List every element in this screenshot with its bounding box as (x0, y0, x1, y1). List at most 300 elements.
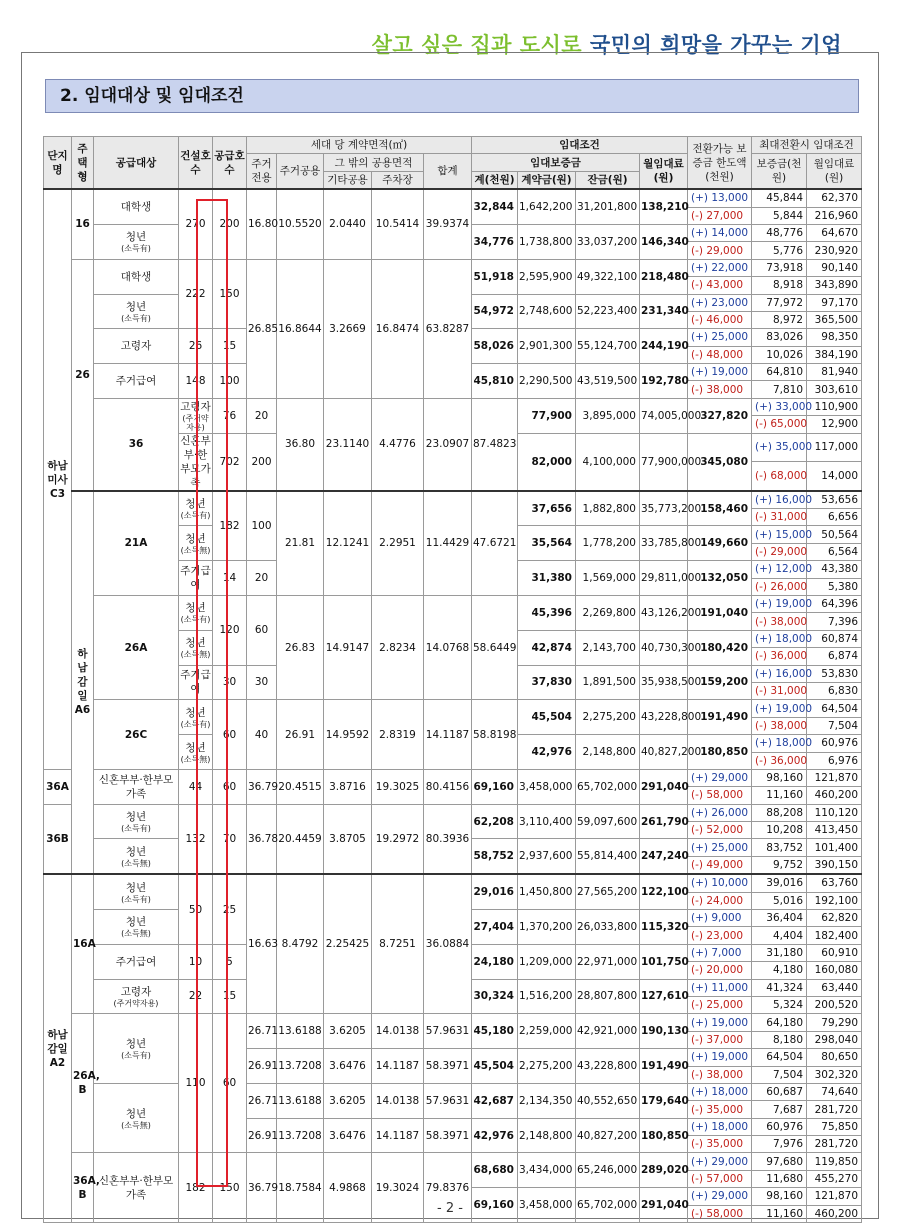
target-label: 청년 (125, 881, 147, 894)
target-label: 청년 (185, 741, 206, 754)
cell-target (94, 979, 179, 1014)
cell-max-deposit-2: 6,656 (807, 509, 862, 526)
cell-conv-plus: (+) 9,000 (688, 910, 752, 927)
target-label: 청년 (185, 498, 206, 511)
section-title: 2. 임대대상 및 임대조건 (45, 79, 859, 113)
cell-conv-minus: (-) 27,000 (688, 207, 752, 224)
cell-conv-minus: (-) 48,000 (688, 346, 752, 363)
cell-conv-plus: (+) 16,000 (752, 665, 807, 682)
cell-deposit-contract: 1,450,800 (518, 874, 576, 909)
cell-area-a3: 4.4776 (372, 398, 424, 490)
cell-max-deposit-2: 8,972 (752, 311, 807, 328)
cell-target (94, 874, 179, 909)
cell-conv-minus: (-) 37,000 (688, 1031, 752, 1048)
cell-area-a1: 26.71 (247, 1014, 277, 1049)
cell-area-a2: 20.4459 (277, 804, 324, 874)
cell-max-deposit-1: 41,324 (752, 979, 807, 996)
table-row (44, 700, 862, 717)
cell-conv-plus: (+) 11,000 (688, 979, 752, 996)
header-supply: 공급호수 (213, 137, 247, 190)
cell-max-deposit-1: 98,160 (752, 1188, 807, 1205)
cell-monthly: 261,790 (640, 804, 688, 839)
cell-built: 22 (179, 979, 213, 1014)
cell-max-deposit-1: 50,564 (807, 526, 862, 543)
cell-deposit-balance: 43,126,200 (640, 595, 688, 630)
cell-max-monthly-1: 63,440 (807, 979, 862, 996)
cell-area-a5: 79.8376 (424, 1153, 472, 1223)
cell-conv-plus: (+) 15,000 (752, 526, 807, 543)
cell-target (94, 1014, 179, 1084)
cell-area-a1: 36.79 (247, 769, 277, 804)
cell-max-monthly-1: 63,760 (807, 874, 862, 892)
cell-max-deposit-2: 5,776 (752, 242, 807, 259)
cell-target (179, 595, 213, 630)
cell-max-monthly-2: 460,200 (807, 1205, 862, 1222)
cell-built: 44 (179, 769, 213, 804)
target-label: 청년 (125, 231, 147, 244)
header-max-conv: 최대전환시 임대조건 (752, 137, 862, 154)
cell-max-deposit-2: 7,396 (807, 613, 862, 630)
table-row (44, 259, 862, 276)
cell-max-deposit-1: 73,918 (752, 259, 807, 276)
target-label: 신혼부부·한부모가족 (98, 773, 174, 800)
target-sub-label: (소득無) (180, 650, 211, 660)
target-label: 고령자 (120, 340, 152, 353)
cell-built: 702 (213, 433, 247, 491)
cell-built: 26 (179, 329, 213, 364)
cell-target (179, 491, 213, 526)
cell-area-a3: 3.8705 (324, 804, 372, 874)
cell-conv-minus: (-) 35,000 (688, 1101, 752, 1118)
cell-type: 26 (72, 259, 94, 490)
target-label: 청년 (125, 811, 147, 824)
header-max-deposit: 보증금(천원) (752, 154, 807, 189)
cell-conv-minus: (-) 49,000 (688, 856, 752, 874)
cell-area-a2: 23.1140 (324, 398, 372, 490)
cell-max-deposit-1: 83,752 (752, 839, 807, 856)
cell-built: 30 (213, 665, 247, 700)
cell-target (179, 665, 213, 700)
cell-area-a5: 47.6721 (472, 491, 518, 596)
cell-conv-plus: (+) 10,000 (688, 874, 752, 892)
cell-conv-plus: (+) 19,000 (688, 1014, 752, 1031)
cell-deposit-contract: 2,148,800 (576, 735, 640, 770)
cell-deposit-contract: 2,148,800 (518, 1118, 576, 1153)
cell-max-monthly-1: 121,870 (807, 769, 862, 786)
cell-max-monthly-2: 460,200 (807, 787, 862, 804)
cell-conv-minus: (-) 38,000 (752, 613, 807, 630)
table-row (44, 1083, 862, 1100)
cell-monthly: 180,850 (640, 1118, 688, 1153)
cell-deposit-total: 45,180 (472, 1014, 518, 1049)
cell-deposit-contract: 2,143,700 (576, 630, 640, 665)
cell-deposit-contract: 1,209,000 (518, 944, 576, 979)
cell-max-deposit-1: 36,404 (752, 910, 807, 927)
cell-max-deposit-2: 7,810 (752, 381, 807, 398)
cell-max-monthly-1: 60,910 (807, 944, 862, 961)
cell-max-deposit-2: 4,404 (752, 927, 807, 944)
cell-area-a1: 26.85 (247, 259, 277, 398)
cell-monthly: 146,340 (640, 224, 688, 259)
cell-area-a5: 58.3971 (424, 1049, 472, 1084)
cell-deposit-contract: 1,778,200 (576, 526, 640, 561)
cell-monthly: 115,320 (640, 910, 688, 945)
cell-max-deposit-1: 60,976 (752, 1118, 807, 1135)
cell-deposit-balance: 43,519,500 (576, 364, 640, 399)
cell-area-a2: 13.6188 (277, 1083, 324, 1118)
target-sub-label: (소득有) (121, 244, 151, 254)
cell-max-monthly-2: 455,270 (807, 1170, 862, 1187)
target-label: 신혼부부·한부모가족 (180, 434, 211, 489)
cell-area-a2: 18.7584 (277, 1153, 324, 1223)
cell-complex: 하남 감일 A2 (44, 874, 72, 1222)
cell-target (94, 804, 179, 839)
cell-supply: 40 (247, 700, 277, 770)
slogan-part2: 국민의 희망을 가꾸는 기업 (589, 33, 842, 57)
cell-type: 36 (94, 398, 179, 490)
cell-deposit-balance: 27,565,200 (576, 874, 640, 909)
cell-max-deposit-2: 10,026 (752, 346, 807, 363)
cell-target (94, 839, 179, 874)
target-sub-label: (소득有) (121, 313, 151, 323)
cell-conv-minus: (-) 43,000 (688, 277, 752, 294)
cell-conv-minus: (-) 46,000 (688, 311, 752, 328)
cell-target (179, 398, 213, 433)
cell-area-a3: 3.6205 (324, 1083, 372, 1118)
cell-target (94, 329, 179, 364)
cell-deposit-balance: 31,201,800 (576, 189, 640, 224)
cell-area-a2: 10.5520 (277, 189, 324, 259)
cell-area-a3: 3.2669 (324, 259, 372, 398)
cell-monthly: 289,020 (640, 1153, 688, 1188)
cell-deposit-balance: 43,228,800 (640, 700, 688, 735)
cell-monthly: 159,200 (688, 665, 752, 700)
cell-deposit-total: 51,918 (472, 259, 518, 294)
cell-deposit-balance: 43,228,800 (576, 1049, 640, 1084)
cell-type: 16 (72, 189, 94, 259)
cell-deposit-total: 68,680 (472, 1153, 518, 1188)
cell-max-monthly-1: 75,850 (807, 1118, 862, 1135)
table-row (44, 1153, 862, 1170)
cell-monthly: 291,040 (640, 769, 688, 804)
cell-max-deposit-2: 5,016 (752, 892, 807, 909)
cell-deposit-total: 77,900 (518, 398, 576, 433)
cell-area-a3: 2.0440 (324, 189, 372, 259)
cell-deposit-contract: 1,882,800 (576, 491, 640, 526)
cell-supply: 30 (247, 665, 277, 700)
cell-area-a2: 14.9592 (324, 700, 372, 770)
cell-max-deposit-2: 8,918 (752, 277, 807, 294)
cell-area-a3: 3.8716 (324, 769, 372, 804)
cell-max-monthly-2: 160,080 (807, 962, 862, 979)
cell-deposit-balance: 33,037,200 (576, 224, 640, 259)
header-monthly: 월임대료(원) (640, 154, 688, 189)
cell-built: 222 (179, 259, 213, 329)
header-built: 건설호수 (179, 137, 213, 190)
target-label: 청년 (125, 300, 147, 313)
header-deposit-contract: 계약금(원) (518, 171, 576, 189)
cell-max-deposit-2: 12,900 (807, 416, 862, 433)
cell-max-deposit-1: 98,160 (752, 769, 807, 786)
header-complex: 단지명 (44, 137, 72, 190)
cell-target (179, 630, 213, 665)
cell-monthly: 132,050 (688, 561, 752, 596)
cell-max-deposit-2: 7,504 (752, 1066, 807, 1083)
cell-supply: 150 (213, 259, 247, 329)
cell-monthly: 247,240 (640, 839, 688, 874)
cell-max-monthly-2: 230,920 (807, 242, 862, 259)
header-rent-cond: 임대조건 (472, 137, 688, 154)
target-label: 신혼부부·한부모가족 (98, 1174, 174, 1201)
cell-area-a4: 8.7251 (372, 874, 424, 1014)
cell-type: 36A, B (72, 1153, 94, 1223)
header-other-common: 그 밖의 공용면적 (324, 154, 424, 171)
cell-deposit-total: 37,656 (518, 491, 576, 526)
cell-area-a2: 8.4792 (277, 874, 324, 1014)
cell-deposit-total: 35,564 (518, 526, 576, 561)
target-sub-label: (소득有) (180, 615, 211, 625)
cell-max-deposit-2: 5,324 (752, 996, 807, 1013)
cell-max-deposit-1: 45,844 (752, 189, 807, 207)
cell-deposit-contract: 2,275,200 (518, 1049, 576, 1084)
cell-supply: 20 (247, 561, 277, 596)
target-label: 주거급여 (115, 955, 157, 968)
cell-deposit-total: 45,504 (472, 1049, 518, 1084)
cell-max-deposit-1: 64,180 (752, 1014, 807, 1031)
cell-max-monthly-2: 384,190 (807, 346, 862, 363)
cell-max-deposit-2: 6,830 (807, 682, 862, 699)
cell-deposit-balance: 28,807,800 (576, 979, 640, 1014)
cell-deposit-balance: 40,827,200 (576, 1118, 640, 1153)
header-type: 주택형 (72, 137, 94, 190)
cell-max-deposit-2: 8,180 (752, 1031, 807, 1048)
cell-supply: 60 (213, 1014, 247, 1153)
cell-monthly: 291,040 (640, 1188, 688, 1223)
cell-area-a3: 3.6476 (324, 1118, 372, 1153)
target-sub-label: (소득無) (180, 545, 211, 555)
cell-deposit-balance: 74,005,000 (640, 398, 688, 433)
cell-monthly: 149,660 (688, 526, 752, 561)
cell-deposit-contract: 3,458,000 (518, 1188, 576, 1223)
cell-deposit-balance: 42,921,000 (576, 1014, 640, 1049)
cell-deposit-balance: 22,971,000 (576, 944, 640, 979)
cell-conv-plus: (+) 29,000 (688, 769, 752, 786)
cell-monthly: 327,820 (688, 398, 752, 433)
cell-deposit-total: 69,160 (472, 769, 518, 804)
target-label: 고령자 (180, 400, 211, 413)
cell-conv-minus: (-) 58,000 (688, 787, 752, 804)
cell-conv-minus: (-) 38,000 (688, 381, 752, 398)
cell-monthly: 218,480 (640, 259, 688, 294)
cell-built: 182 (213, 491, 247, 561)
cell-conv-plus: (+) 14,000 (688, 224, 752, 241)
cell-max-deposit-2: 5,844 (752, 207, 807, 224)
cell-conv-plus: (+) 23,000 (688, 294, 752, 311)
cell-max-monthly-2: 216,960 (807, 207, 862, 224)
header-res-exclusive: 주거전용 (247, 154, 277, 189)
cell-area-a5: 58.8198 (472, 700, 518, 770)
cell-conv-minus: (-) 29,000 (752, 543, 807, 560)
cell-target (179, 433, 213, 491)
cell-area-a5: 58.6449 (472, 595, 518, 699)
cell-max-deposit-1: 64,504 (807, 700, 862, 717)
cell-deposit-balance: 65,702,000 (576, 1188, 640, 1223)
cell-max-monthly-1: 64,670 (807, 224, 862, 241)
cell-max-deposit-1: 53,656 (807, 491, 862, 509)
cell-area-a1: 26.83 (277, 595, 324, 699)
cell-max-monthly-2: 192,100 (807, 892, 862, 909)
cell-area-a5: 80.3936 (424, 804, 472, 874)
cell-area-a1: 26.91 (247, 1118, 277, 1153)
cell-max-deposit-2: 5,380 (807, 578, 862, 595)
cell-supply: 200 (247, 433, 277, 491)
cell-deposit-total: 32,844 (472, 189, 518, 224)
cell-max-deposit-1: 60,874 (807, 630, 862, 647)
cell-conv-plus: (+) 19,000 (688, 364, 752, 381)
header-max-monthly: 월임대료(원) (807, 154, 862, 189)
cell-monthly: 191,490 (688, 700, 752, 735)
cell-area-a4: 10.5414 (372, 189, 424, 259)
target-label: 고령자 (120, 985, 152, 998)
cell-deposit-total: 24,180 (472, 944, 518, 979)
cell-deposit-total: 45,396 (518, 595, 576, 630)
target-label: 대학생 (120, 270, 152, 283)
cell-max-deposit-2: 10,208 (752, 822, 807, 839)
cell-supply: 5 (213, 944, 247, 979)
cell-area-a5: 39.9374 (424, 189, 472, 259)
cell-deposit-contract: 2,748,600 (518, 294, 576, 329)
target-label: 청년 (185, 602, 206, 615)
cell-target (94, 364, 179, 399)
cell-deposit-total: 31,380 (518, 561, 576, 596)
cell-max-deposit-2: 4,180 (752, 962, 807, 979)
cell-monthly: 231,340 (640, 294, 688, 329)
cell-deposit-contract: 1,370,200 (518, 910, 576, 945)
cell-area-a1: 36.78 (247, 804, 277, 874)
cell-area-a2: 12.1241 (324, 491, 372, 596)
cell-deposit-balance: 49,322,100 (576, 259, 640, 294)
header-other-common-misc: 기타공용 (324, 171, 372, 189)
cell-conv-minus: (-) 35,000 (688, 1136, 752, 1153)
header-parking: 주차장 (372, 171, 424, 189)
cell-max-deposit-2: 14,000 (807, 461, 862, 490)
cell-deposit-contract: 1,738,800 (518, 224, 576, 259)
cell-area-a3: 3.6205 (324, 1014, 372, 1049)
target-sub-label: (소득有) (180, 719, 211, 729)
cell-max-deposit-2: 7,976 (752, 1136, 807, 1153)
cell-max-deposit-2: 11,160 (752, 787, 807, 804)
cell-type: 36A (44, 769, 72, 804)
cell-conv-minus: (-) 36,000 (752, 752, 807, 769)
cell-supply: 150 (213, 1153, 247, 1223)
cell-conv-plus: (+) 25,000 (688, 329, 752, 346)
cell-conv-minus: (-) 38,000 (688, 1066, 752, 1083)
cell-target (179, 735, 213, 770)
cell-max-deposit-2: 9,752 (752, 856, 807, 874)
cell-monthly: 101,750 (640, 944, 688, 979)
cell-built: 270 (179, 189, 213, 259)
cell-area-a2: 20.4515 (277, 769, 324, 804)
cell-type: 26C (94, 700, 179, 770)
cell-conv-plus: (+) 29,000 (688, 1153, 752, 1170)
cell-monthly: 190,130 (640, 1014, 688, 1049)
cell-max-deposit-1: 39,016 (752, 874, 807, 892)
cell-max-monthly-1: 80,650 (807, 1049, 862, 1066)
target-label: 주거급여 (115, 374, 157, 387)
cell-max-monthly-1: 62,820 (807, 910, 862, 927)
target-label: 주거급여 (180, 669, 211, 696)
target-sub-label: (주거약자용) (182, 413, 209, 432)
cell-deposit-balance: 52,223,400 (576, 294, 640, 329)
cell-conv-plus: (+) 7,000 (688, 944, 752, 961)
header-deposit-total: 계(천원) (472, 171, 518, 189)
cell-deposit-balance: 26,033,800 (576, 910, 640, 945)
cell-supply: 20 (247, 398, 277, 433)
cell-conv-minus: (-) 65,000 (752, 416, 807, 433)
cell-supply: 15 (213, 979, 247, 1014)
cell-conv-minus: (-) 58,000 (688, 1205, 752, 1222)
table-row (44, 595, 862, 612)
cell-built: 14 (213, 561, 247, 596)
cell-built: 182 (179, 1153, 213, 1223)
cell-deposit-total: 42,976 (518, 735, 576, 770)
cell-monthly: 158,460 (688, 491, 752, 526)
target-sub-label: (주거약자용) (113, 998, 159, 1008)
slogan-part1: 살고 싶은 집과 도시로 (371, 33, 583, 57)
target-label: 청년 (185, 706, 206, 719)
target-label: 청년 (125, 845, 147, 858)
cell-max-deposit-2: 7,504 (807, 717, 862, 734)
cell-type: 36B (44, 804, 72, 874)
cell-conv-minus: (-) 52,000 (688, 822, 752, 839)
cell-conv-plus: (+) 29,000 (688, 1188, 752, 1205)
cell-area-a4: 23.0907 (424, 398, 472, 490)
header-conv-limit: 전환가능 보증금 한도액(천원) (688, 137, 752, 190)
cell-target (94, 259, 179, 294)
target-sub-label: (소득無) (121, 929, 151, 939)
cell-area-a4: 19.3025 (372, 769, 424, 804)
cell-deposit-contract: 2,269,800 (576, 595, 640, 630)
target-label: 청년 (125, 1107, 147, 1120)
table-row (44, 804, 862, 821)
cell-conv-minus: (-) 25,000 (688, 996, 752, 1013)
cell-built: 60 (213, 700, 247, 770)
cell-conv-plus: (+) 18,000 (752, 630, 807, 647)
cell-max-monthly-1: 119,850 (807, 1153, 862, 1170)
cell-monthly: 138,210 (640, 189, 688, 224)
cell-area-a3: 2.8234 (372, 595, 424, 699)
target-sub-label: (소득無) (121, 858, 151, 868)
cell-deposit-contract: 2,134,350 (518, 1083, 576, 1118)
target-sub-label: (소득有) (180, 511, 211, 521)
cell-area-a3: 2.25425 (324, 874, 372, 1014)
cell-monthly: 180,850 (688, 735, 752, 770)
cell-deposit-total: 54,972 (472, 294, 518, 329)
cell-max-monthly-1: 90,140 (807, 259, 862, 276)
cell-built: 120 (213, 595, 247, 665)
cell-area-a1: 21.81 (277, 491, 324, 596)
cell-deposit-balance: 40,730,300 (640, 630, 688, 665)
cell-area-a5: 57.9631 (424, 1083, 472, 1118)
table-row (44, 491, 862, 509)
target-label: 청년 (185, 532, 206, 545)
cell-monthly: 191,490 (640, 1049, 688, 1084)
table-row (44, 398, 862, 415)
cell-conv-plus: (+) 13,000 (688, 189, 752, 207)
cell-conv-plus: (+) 22,000 (688, 259, 752, 276)
cell-max-deposit-1: 53,830 (807, 665, 862, 682)
target-label: 청년 (125, 1038, 147, 1051)
